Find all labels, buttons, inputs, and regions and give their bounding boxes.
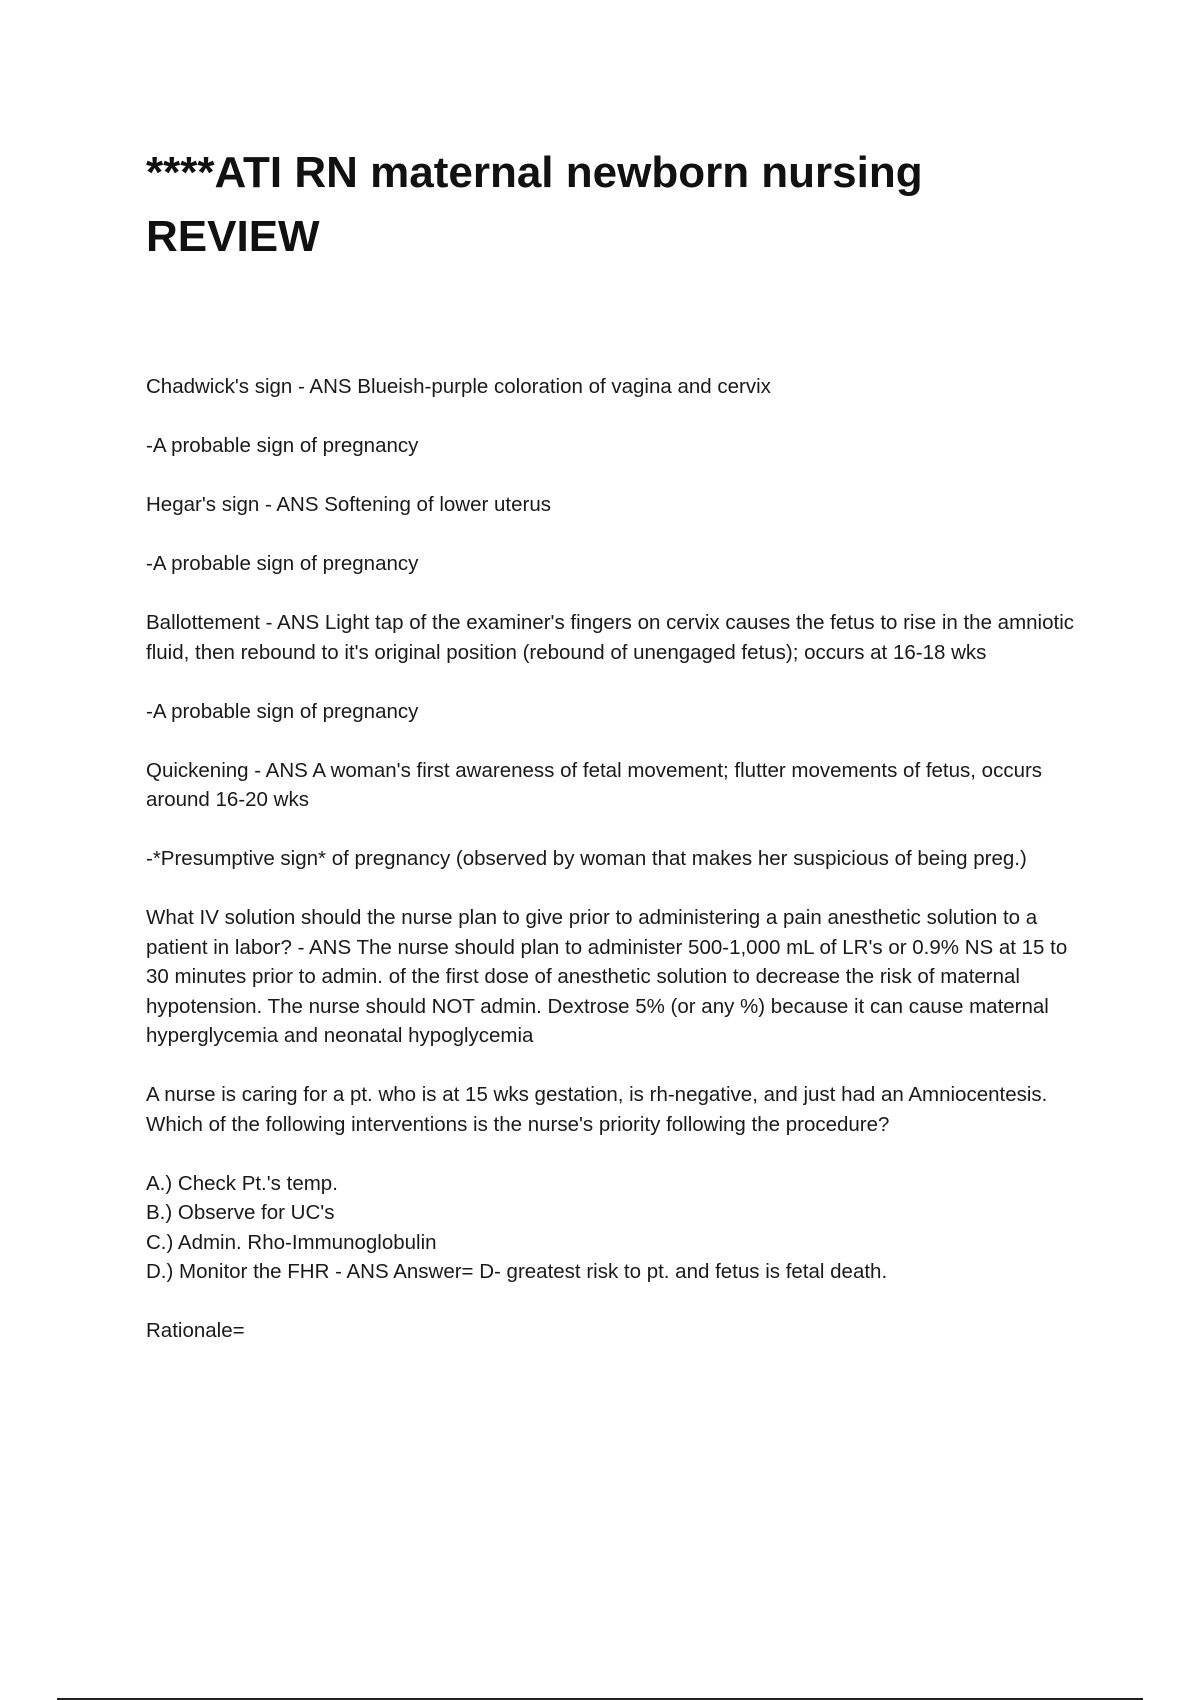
paragraph-quickening: Quickening - ANS A woman's first awareness of fetal movement; flutter movements of fetus, occurs around 16-20 wks [146, 758, 1043, 811]
answer-option-b: B.) Observe for UC's [146, 1201, 335, 1224]
paragraph-probable-sign: -A probable sign of pregnancy [146, 552, 419, 575]
paragraph-ballottement: Ballottement - ANS Light tap of the examiner's fingers on cervix causes the fetus to rise in the amniotic fluid, then rebound to it's original position (rebound of unengaged fetus); occurs at 16-18 wks [146, 611, 1075, 664]
document-title: ****ATI RN maternal newborn nursing REVIEW [146, 148, 923, 261]
paragraph-amniocentesis-question: A nurse is caring for a pt. who is at 15 wks gestation, is rh-negative, and just had an Amniocentesis. Which of the following interventions is the nurse's priority following the procedure? [146, 1083, 1048, 1136]
answer-option-c: C.) Admin. Rho-Immunoglobulin [146, 1230, 437, 1254]
answer-option-a: A.) Check Pt.'s temp. [146, 1171, 338, 1195]
paragraph-hegars-sign: Hegar's sign - ANS Softening of lower uterus [146, 493, 552, 516]
document-body [146, 372, 1091, 1375]
answer-option-d: D.) Monitor the FHR - ANS Answer= D- greatest risk to pt. and fetus is fetal death. [146, 1260, 888, 1283]
paragraph-presumptive-sign: -*Presumptive sign* of pregnancy (observed by woman that makes her suspicious of being preg.) [146, 847, 1027, 870]
paragraph-probable-sign: -A probable sign of pregnancy [146, 434, 419, 457]
rationale-label: Rationale= [146, 1319, 245, 1342]
paragraph-probable-sign: -A probable sign of pregnancy [146, 699, 419, 723]
paragraph-chadwicks-sign: Chadwick's sign - ANS Blueish-purple coloration of vagina and cervix [146, 375, 771, 398]
paragraph-iv-solution-question: What IV solution should the nurse plan to give prior to administering a pain anesthetic solution to a patient in labor? - ANS The nurse should plan to administer 500-1,000 mL of LR's or 0.9% NS at 15 to 30 minutes prior to admin. of the first dose of anesthetic solution to decrease the risk of maternal hypotension. The nurse should NOT admin. Dextrose 5% (or any %) because it can cause maternal hyperglycemia and neonatal hypoglycemia [146, 906, 1068, 1047]
